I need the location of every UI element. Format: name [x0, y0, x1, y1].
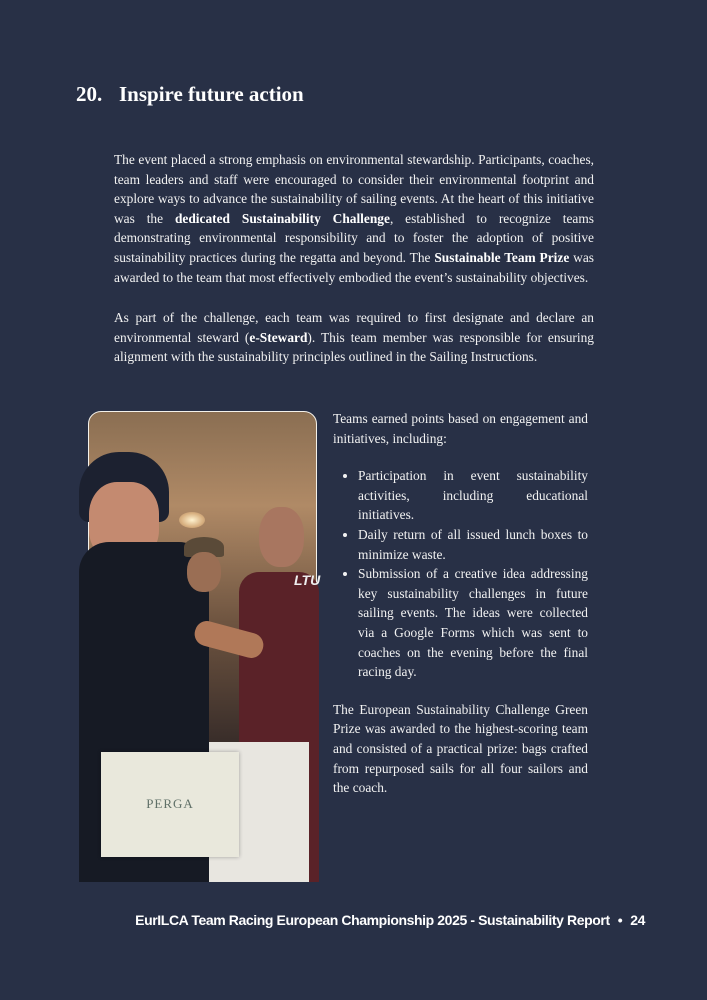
list-item: • Daily return of all issued lunch boxes to minimize waste. [358, 525, 588, 564]
page-footer [135, 912, 645, 928]
points-intro: Teams earned points based on engagement and initiatives, including: [333, 411, 588, 446]
ceiling-light [179, 512, 205, 528]
right-column [333, 409, 588, 798]
bold-text: dedicated Sustainability Challenge [174, 210, 390, 226]
text: , established to recognize teams demonstrating environmental responsibility and to foster the adoption of positive sustainability practices during the regatta and beyond. The [114, 210, 594, 265]
section-heading [76, 82, 304, 107]
page-number: 24 [630, 912, 645, 928]
face [187, 552, 221, 592]
points-list [333, 466, 588, 682]
section-number: 20. [76, 82, 103, 106]
steward-paragraph [114, 308, 594, 367]
text: was awarded to the team that most effectively embodied the event’s sustainability objectives. [114, 249, 594, 285]
text: ). This team member was responsible for ensuring alignment with the sustainability principles outlined in the Sailing Instructions. [114, 329, 595, 365]
text: As part of the challenge, each team was required to first designate and declare an environmental steward ( [114, 310, 594, 345]
list-item: • Participation in event sustainability activities, including educational initiatives. [358, 466, 588, 525]
bold-text: Sustainable Team Prize [434, 249, 570, 265]
face [259, 507, 304, 567]
bag-logo: PERGA [146, 796, 194, 811]
text: The event placed a strong emphasis on environmental stewardship. Participants, coaches, team leaders and staff were encouraged to consider their environmental footprint and explore ways to advance the sustainability of sailing events. At the heart of this initiative was the [114, 152, 594, 226]
section-title: Inspire future action [119, 82, 304, 106]
green-prize-paragraph: The European Sustainability Challenge Green Prize was awarded to the highest-scoring team and consisted of a practical prize: bags crafted from repurposed sails for all four sailors and the coach. [333, 701, 588, 796]
separator: • [617, 912, 623, 928]
bold-text: e-Steward [249, 329, 308, 345]
report-title: EurILCA Team Racing European Championship 2025 - Sustainability Report [135, 912, 610, 928]
list-item: • Submission of a creative idea addressing key sustainability challenges in future sailing events. The ideas were collected via a Google Forms which was sent to coaches on the evening before the final racing day. [358, 564, 588, 682]
intro-paragraph [114, 150, 594, 287]
prize-ceremony-photo [88, 411, 321, 881]
shirt-text: LTU [294, 572, 321, 588]
paper-bag [101, 752, 239, 857]
